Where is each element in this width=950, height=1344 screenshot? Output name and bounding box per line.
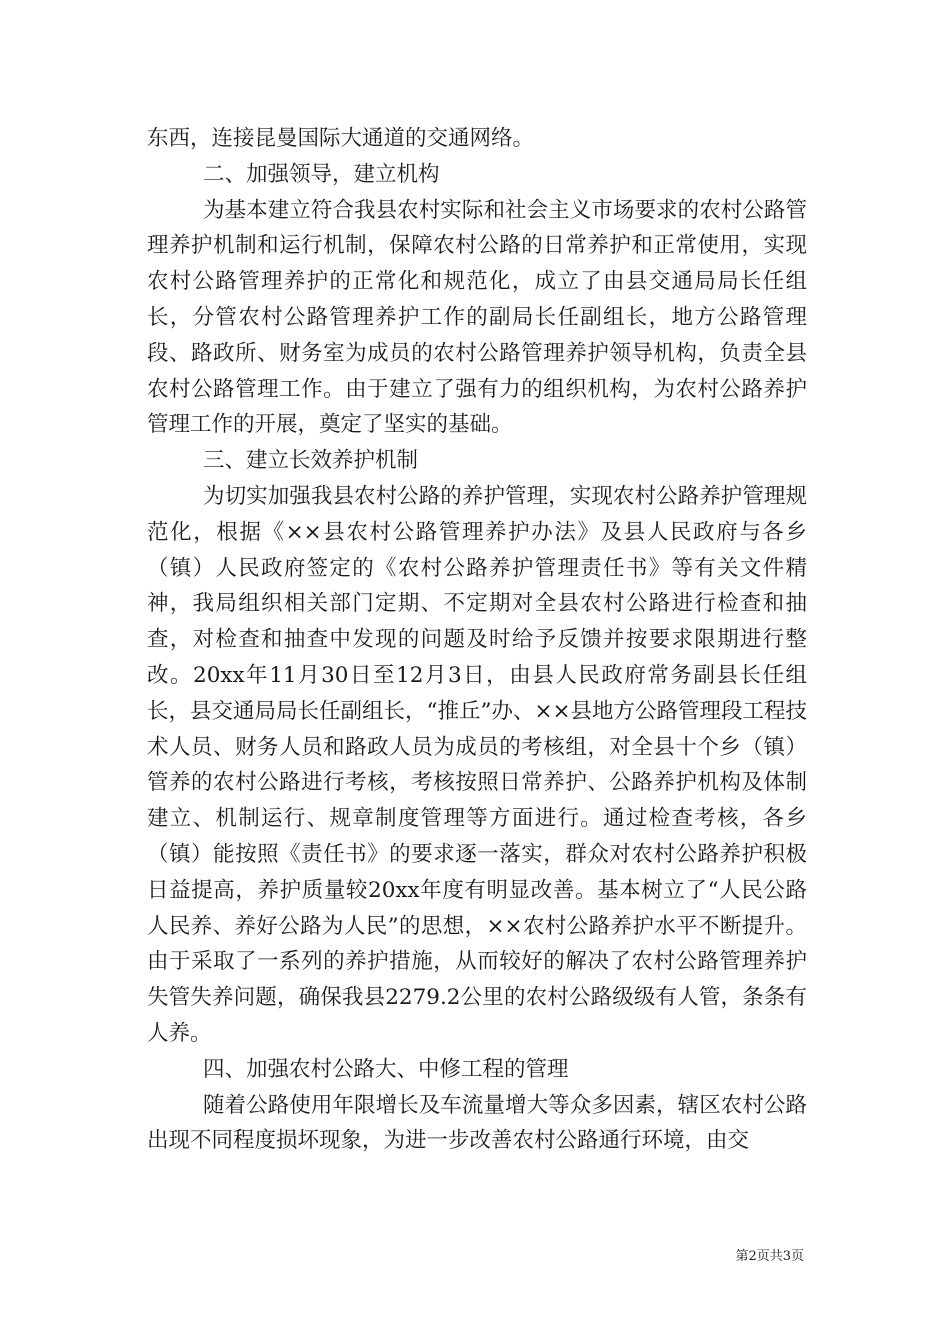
document-body bbox=[147, 121, 807, 1159]
section-heading-4: 四、加强农村公路大、中修工程的管理 bbox=[203, 1056, 569, 1082]
paragraph-repair-projects: 随着公路使用年限增长及车流量增大等众多因素，辖区农村公路出现不同程度损坏现象，为进一步改善农村公路通行环境，由交 bbox=[147, 1092, 807, 1154]
paragraph-continuation: 东西，连接昆曼国际大通道的交通网络。 bbox=[147, 126, 535, 151]
page-number: 第2页共3页 bbox=[735, 1249, 804, 1264]
section-heading-2: 二、加强领导，建立机构 bbox=[203, 161, 440, 187]
paragraph-maintenance-mechanism: 为切实加强我县农村公路的养护管理，实现农村公路养护管理规范化，根据《××县农村公路管理养护办法》及县人民政府与各乡（镇）人民政府签定的《农村公路养护管理责任书》等有关文件精神，我局组织相关部门定期、不定期对全县农村公路进行检查和抽查，对检查和抽查中发现的问题及时给予反馈并按要求限期进行整改。20xx年11月30日至12月3日，由县人民政府常务副县长任组长，县交通局局长任副组长，“推丘”办、××县地方公路管理段工程技术人员、财务人员和路政人员为成员的考核组，对全县十个乡（镇）管养的农村公路进行考核，考核按照日常养护、公路养护机构及体制建立、机制运行、规章制度管理等方面进行。通过检查考核，各乡（镇）能按照《责任书》的要求逐一落实，群众对农村公路养护积极日益提高，养护质量较20xx年度有明显改善。基本树立了“人民公路人民养、养好公路为人民”的思想，××农村公路养护水平不断提升。由于采取了一系列的养护措施，从而较好的解决了农村公路管理养护失管失养问题，确保我县2279.2公里的农村公路级级有人管，条条有人养。 bbox=[147, 483, 808, 1046]
paragraph-leadership: 为基本建立符合我县农村实际和社会主义市场要求的农村公路管理养护机制和运行机制，保障农村公路的日常养护和正常使用，实现农村公路管理养护的正常化和规范化，成立了由县交通局局长任组长，分管农村公路管理养护工作的副局长任副组长，地方公路管理段、路政所、财务室为成员的农村公路管理养护领导机构，负责全县农村公路管理工作。由于建立了强有力的组织机构，为农村公路养护管理工作的开展，奠定了坚实的基础。 bbox=[147, 197, 807, 438]
section-heading-3: 三、建立长效养护机制 bbox=[203, 448, 419, 474]
